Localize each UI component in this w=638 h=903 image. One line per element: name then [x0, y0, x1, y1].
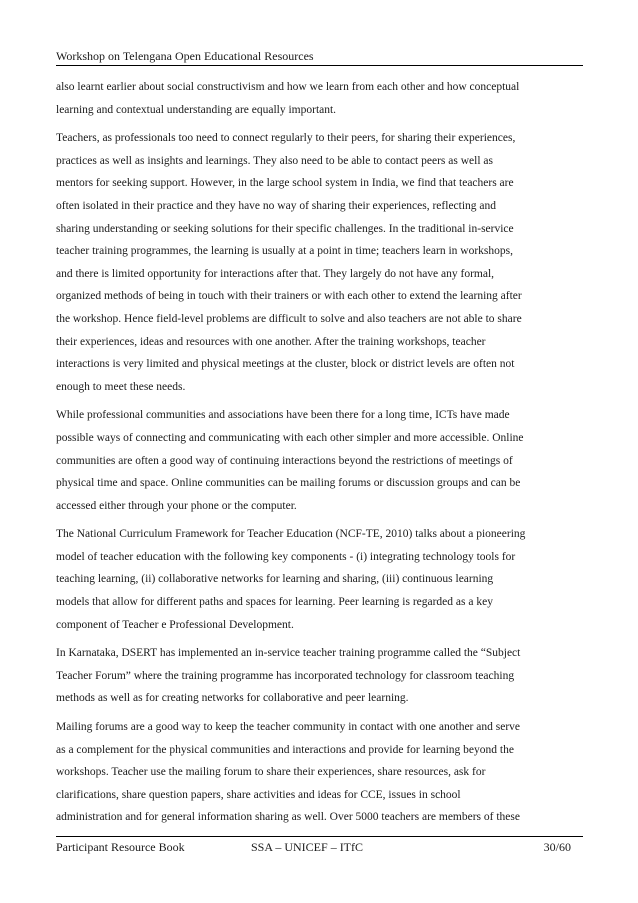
text-line: teacher training programmes, the learning is usually at a point in time; teachers learn in workshops, — [56, 245, 513, 258]
text-line: clarifications, share question papers, share activities and ideas for CCE, issues in school — [56, 788, 461, 801]
text-line: Teacher Forum” where the training programme has incorporated technology for classroom teaching — [56, 669, 515, 682]
text-line: teaching learning, (ii) collaborative networks for learning and sharing, (iii) continuous learning — [56, 573, 494, 586]
paragraph-4 — [56, 523, 584, 636]
text-line: administration and for general information sharing as well. Over 5000 teachers are members of these — [56, 811, 520, 824]
running-header: Workshop on Telengana Open Educational Resources — [56, 49, 314, 63]
footer-rule — [56, 836, 583, 837]
paragraph-5 — [56, 642, 584, 710]
text-line: The National Curriculum Framework for Teacher Education (NCF-TE, 2010) talks about a pioneering — [56, 528, 526, 541]
text-line: model of teacher education with the following key components - (i) integrating technology tools for — [56, 550, 516, 563]
text-line: While professional communities and associations have been there for a long time, ICTs have made — [56, 409, 510, 422]
text-line: mentors for seeking support. However, in the large school system in India, we find that teachers are — [56, 177, 514, 190]
text-line: and there is limited opportunity for interactions after that. They largely do not have any formal, — [56, 267, 495, 280]
text-line: enough to meet these needs. — [56, 380, 186, 393]
text-line: workshops. Teacher use the mailing forum to share their experiences, share resources, ask for — [56, 766, 486, 779]
text-line: physical time and space. Online communities can be mailing forums or discussion groups and can be — [56, 477, 521, 490]
text-line: In Karnataka, DSERT has implemented an in-service teacher training programme called the “Subject — [56, 647, 521, 660]
text-line: interactions is very limited and physical meetings at the cluster, block or district levels are often not — [56, 358, 515, 371]
paragraph-1 — [56, 76, 584, 121]
header-rule — [56, 65, 583, 66]
text-line: accessed either through your phone or the computer. — [56, 499, 297, 512]
text-line: Teachers, as professionals too need to connect regularly to their peers, for sharing their experiences, — [56, 132, 516, 145]
footer-book-title: Participant Resource Book — [56, 840, 185, 854]
text-line: often isolated in their practice and they have no way of sharing their experiences, reflecting and — [56, 199, 497, 212]
text-line: sharing understanding or seeking solutions for their specific challenges. In the traditional in-service — [56, 222, 514, 235]
text-line: possible ways of connecting and communicating with each other simpler and more accessible. Online — [56, 431, 524, 444]
text-line: practices as well as insights and learnings. They also need to be able to contact peers as well as — [56, 154, 493, 167]
text-line: organized methods of being in touch with their trainers or with each other to extend the learning after — [56, 290, 522, 303]
body-text — [56, 76, 584, 829]
text-line: learning and contextual understanding are equally important. — [56, 103, 337, 116]
text-line: models that allow for different paths and spaces for learning. Peer learning is regarded as a key — [56, 596, 493, 609]
text-line: component of Teacher e Professional Development. — [56, 618, 294, 631]
paragraph-3 — [56, 404, 584, 517]
text-line: the workshop. Hence field-level problems are difficult to solve and also teachers are not able to share — [56, 312, 522, 325]
text-line: methods as well as for creating networks for collaborative and peer learning. — [56, 692, 409, 705]
text-line: their experiences, ideas and resources with one another. After the training workshops, teacher — [56, 335, 486, 348]
footer-organizations: SSA – UNICEF – ITfC — [251, 840, 364, 854]
paragraph-2 — [56, 127, 584, 398]
paragraph-6 — [56, 716, 584, 829]
text-line: communities are often a good way of continuing interactions beyond the restrictions of meetings of — [56, 454, 513, 467]
text-line: also learnt earlier about social constructivism and how we learn from each other and how conceptual — [56, 81, 520, 93]
text-line: Mailing forums are a good way to keep the teacher community in contact with one another and serve — [56, 721, 520, 734]
page-number: 30/60 — [543, 840, 571, 854]
text-line: as a complement for the physical communities and interactions and provide for learning beyond the — [56, 743, 514, 756]
